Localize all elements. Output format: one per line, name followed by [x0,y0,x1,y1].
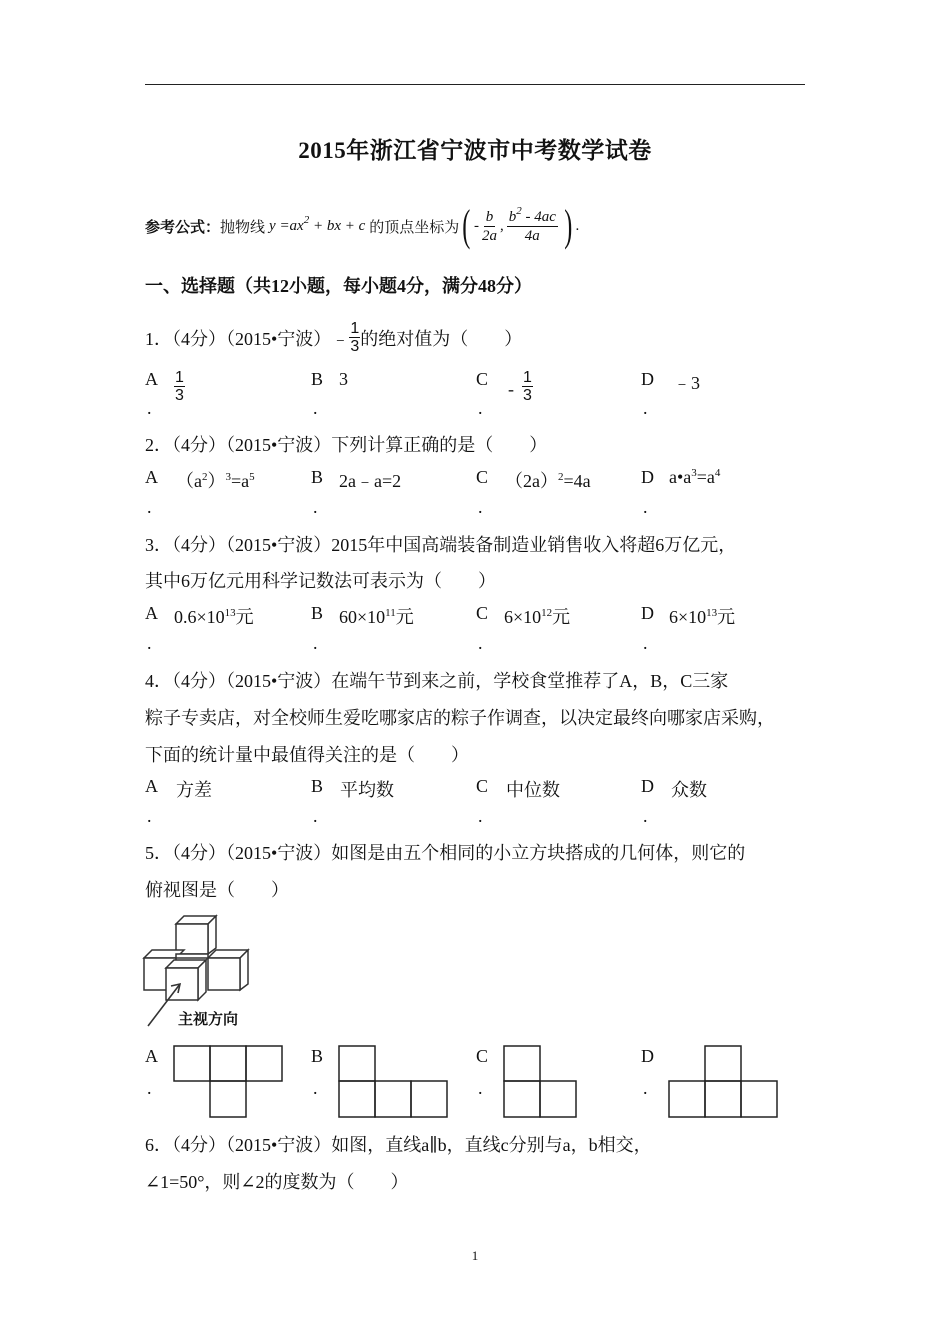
formula-end: . [575,217,580,234]
section-heading: 一、选择题（共12小题，每小题4分，满分48分） [145,276,532,296]
question-5-line-2: 俯视图是（ ） [145,880,289,900]
question-1-stem: 1．（4分）（2015•宁波） ﹣ $\frac{1}{3}$ 的绝对值为（ ） [145,320,523,355]
q1-option-c-dot: . [478,398,483,418]
formula-expr: $y =ax^2$ + bx + c [269,213,366,234]
q1-option-a-letter: A [145,369,158,389]
q3-option-c-value: $6\times 10^{12}$元 [504,607,571,627]
q2-option-c-dot: . [478,497,483,517]
q5-option-b-letter: B [311,1046,324,1066]
question-3-line-2: 其中6万亿元用科学记数法可表示为（ ） [145,571,496,591]
formula-text1: 抛物线 [220,219,266,236]
q5-option-a-letter: A [145,1046,158,1066]
q3-option-a-value: $0.6\times 10^{13}$元 [174,607,254,627]
q2-option-d-letter: D [641,467,654,487]
header-rule [145,84,805,85]
q5-option-b-dot: . [313,1078,318,1098]
q5-option-c-figure [503,1045,578,1118]
q1-option-d-letter: D [641,369,654,389]
q4-option-a-dot: . [147,806,152,826]
q1-fraction: $\frac{1}{3}$ [350,320,360,355]
q1-option-a-dot: . [147,398,152,418]
q2-option-b-letter: B [311,467,324,487]
q2-option-d-value: $a•a^3=a^4$ [669,467,721,487]
q1-option-b-dot: . [313,398,318,418]
q1-option-d-dot: . [643,398,648,418]
q4-option-d-value: 众数 [671,780,707,800]
q4-option-a-letter: A [145,776,158,796]
page-number: 1 [471,1248,479,1263]
q1-option-b-value: 3 [339,369,348,389]
formula-label: 参考公式： [145,219,221,236]
q5-option-c-letter: C [476,1046,489,1066]
q5-option-d-dot: . [643,1078,648,1098]
q3-option-d-value: $6\times 10^{13}$元 [669,607,736,627]
q3-option-d-dot: . [643,633,648,653]
q3-option-b-value: $60\times 10^{11}$元 [339,607,414,627]
question-3-line-1: 3．（4分）（2015•宁波）2015年中国高端装备制造业销售收入将超6万亿元， [145,535,737,555]
q4-option-c-dot: . [478,806,483,826]
q4-option-c-value: 中位数 [506,780,560,800]
q4-option-d-letter: D [641,776,654,796]
q1-option-c-letter: C [476,369,489,389]
question-6-line-1: 6．（4分）（2015•宁波）如图，直线a∥b，直线c分别与a，b相交， [145,1135,652,1155]
q4-option-c-letter: C [476,776,489,796]
q1-option-b-letter: B [311,369,324,389]
q4-option-d-dot: . [643,806,648,826]
q5-option-b-figure [338,1045,448,1118]
formula-fraction-2: $\frac{b^2 - 4ac}{4a}$ [508,204,556,244]
q5-option-a-figure [173,1045,283,1118]
q3-option-a-letter: A [145,603,158,623]
q3-option-b-letter: B [311,603,324,623]
q1-option-c-neg: - [508,379,514,399]
q2-option-a-letter: A [145,467,158,487]
q5-option-d-letter: D [641,1046,654,1066]
q3-option-c-letter: C [476,603,489,623]
question-5-line-1: 5．（4分）（2015•宁波）如图是由五个相同的小立方块搭成的几何体，则它的 [145,843,746,863]
q1-option-d-value: ﹣3 [673,373,700,393]
formula-neg: - [473,217,479,234]
q2-option-c-letter: C [476,467,489,487]
q3-option-b-dot: . [313,633,318,653]
formula-text2: 的顶点坐标为 [369,219,460,236]
q3-option-c-dot: . [478,633,483,653]
question-4-line-1: 4．（4分）（2015•宁波）在端午节到来之前，学校食堂推荐了A，B，C三家 [145,671,729,691]
question-4-line-3: 下面的统计量中最值得关注的是（ ） [145,745,469,765]
q1-option-c-value: $\frac{1}{3}$ [523,369,532,404]
reference-formula [145,201,580,250]
q5-option-d-figure [668,1045,778,1118]
q5-option-a-dot: . [147,1078,152,1098]
question-2-stem: 2．（4分）（2015•宁波）下列计算正确的是（ ） [145,435,548,455]
q4-option-b-letter: B [311,776,324,796]
q2-option-b-dot: . [313,497,318,517]
formula-fraction-1: $\frac{b}{2a}$ [481,208,497,244]
question-4-line-2: 粽子专卖店，对全校师生爱吃哪家店的粽子作调查，以决定最终向哪家店采购， [145,708,775,728]
q3-option-d-letter: D [641,603,654,623]
question-6-line-2: ∠1=50°，则∠2的度数为（ ） [145,1172,409,1192]
formula-comma: , [499,217,504,234]
q2-option-a-value: $(a^2)^3=a^5$ [176,471,255,491]
q2-option-c-value: $(2a)^2=4a$ [505,471,591,491]
q2-option-b-value: 2a﹣a=2 [339,471,402,491]
page-title: 2015年浙江省宁波市中考数学试卷 [298,138,652,163]
figure-label: 主视方向 [178,1011,239,1028]
left-paren: ( [462,201,471,250]
q2-option-d-dot: . [643,497,648,517]
q2-option-a-dot: . [147,497,152,517]
q4-option-b-dot: . [313,806,318,826]
q4-option-a-value: 方差 [176,780,212,800]
right-paren: ) [564,201,573,250]
q1-option-a-value: $\frac{1}{3}$ [175,369,184,404]
q3-option-a-dot: . [147,633,152,653]
q5-option-c-dot: . [478,1078,483,1098]
q4-option-b-value: 平均数 [340,780,394,800]
